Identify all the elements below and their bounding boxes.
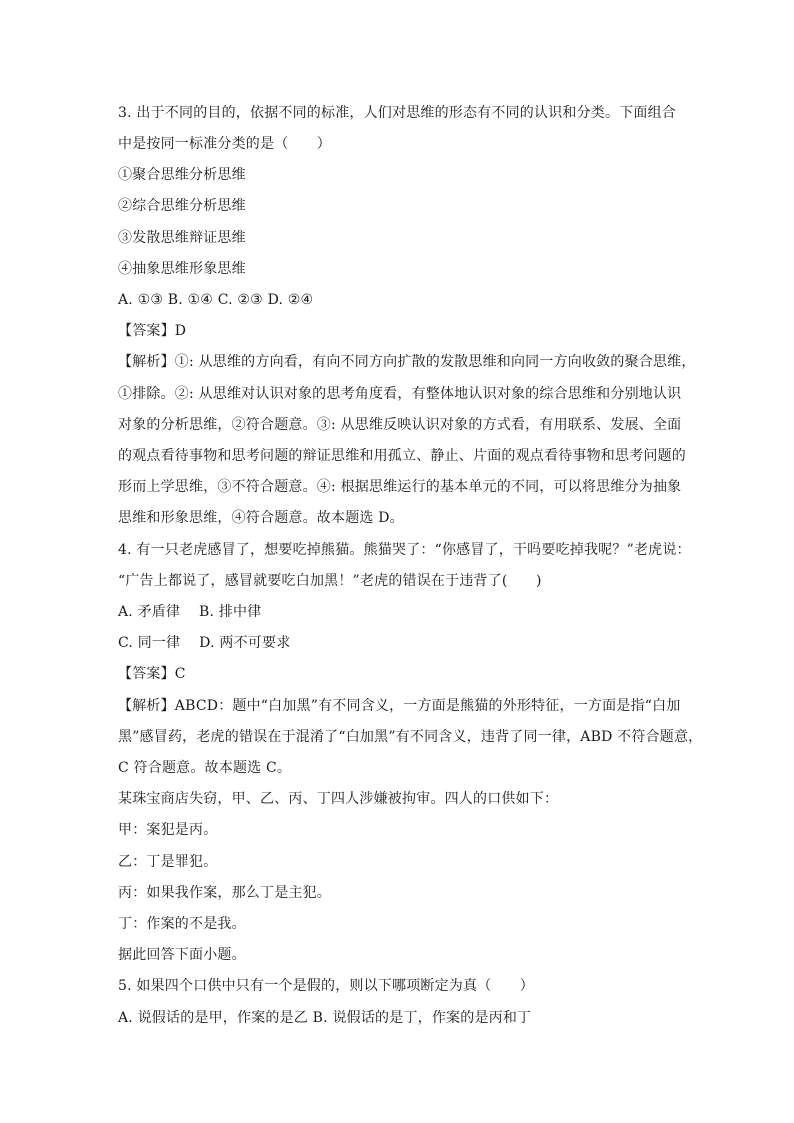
q3-item-1: ①聚合思维分析思维: [118, 167, 246, 183]
q4-analysis-line-3: C 符合题意。故本题选 C。: [118, 760, 292, 776]
q3-item-2: ②综合思维分析思维: [118, 198, 246, 214]
statement-ding: 丁：作案的不是我。: [118, 916, 246, 932]
q3-item-4: ④抽象思维形象思维: [118, 261, 246, 277]
q3-analysis-line-2: ①排除。②: 从思维对认识对象的思考角度看，有整体地认识对象的综合思维和分别地认识: [118, 386, 682, 402]
q4-analysis-line-1: 【解析】ABCD：题中“白加黑”有不同含义，一方面是熊猫的外形特征，一方面是指“白加: [118, 698, 681, 714]
q3-answer: 【答案】D: [118, 323, 187, 339]
q3-stem-line-2: 中是按同一标准分类的是（ ）: [118, 136, 331, 152]
q3-analysis-line-1: 【解析】①: 从思维的方向看，有向不同方向扩散的发散思维和向同一方向收敛的聚合思维，: [118, 354, 696, 370]
q3-analysis-line-5: 形而上学思维，③不符合题意。④: 根据思维运行的基本单元的不同，可以将思维分为抽象: [118, 479, 682, 495]
statement-bing: 丙：如果我作案，那么丁是主犯。: [118, 885, 331, 901]
q3-item-3: ③发散思维辩证思维: [118, 230, 246, 246]
q4-options-row-2: C. 同一律 D. 两不可要求: [118, 635, 291, 651]
case-instruction: 据此回答下面小题。: [118, 947, 246, 963]
q4-options-row-1: A. 矛盾律 B. 排中律: [118, 604, 262, 620]
q3-analysis-line-4: 的观点看待事物和思考问题的辩证思维和用孤立、静止、片面的观点看待事物和思考问题的: [118, 448, 686, 464]
q4-stem-line-2: “广告上都说了，感冒就要吃白加黑！”老虎的错误在于违背了( ): [118, 573, 542, 589]
q3-stem-line-1: 3. 出于不同的目的，依据不同的标准，人们对思维的形态有不同的认识和分类。下面组合: [118, 105, 677, 121]
q3-analysis-line-3: 对象的分析思维，②符合题意。③: 从思维反映认识对象的方式看，有用联系、发展、全面: [118, 417, 682, 433]
q5-options-row-1: A. 说假话的是甲，作案的是乙 B. 说假话的是丁，作案的是丙和丁: [118, 1010, 532, 1026]
q4-answer: 【答案】C: [118, 666, 186, 682]
statement-yi: 乙：丁是罪犯。: [118, 854, 218, 870]
q3-analysis-line-6: 思维和形象思维，④符合题意。故本题选 D。: [118, 510, 404, 526]
q5-stem: 5. 如果四个口供中只有一个是假的，则以下哪项断定为真（ ）: [118, 978, 535, 994]
q4-analysis-line-2: 黑”感冒药，老虎的错误在于混淆了“白加黑”有不同含义，违背了同一律，ABD 不符合题意，: [118, 729, 703, 745]
statement-jia: 甲：案犯是丙。: [118, 822, 218, 838]
q3-options: A. ①③ B. ①④ C. ②③ D. ②④: [118, 292, 314, 308]
q4-stem-line-1: 4. 有一只老虎感冒了，想要吃掉熊猫。熊猫哭了：“你感冒了，干吗要吃掉我呢？”老虎说：: [118, 542, 691, 558]
case-intro: 某珠宝商店失窃，甲、乙、丙、丁四人涉嫌被拘审。四人的口供如下：: [118, 791, 559, 807]
